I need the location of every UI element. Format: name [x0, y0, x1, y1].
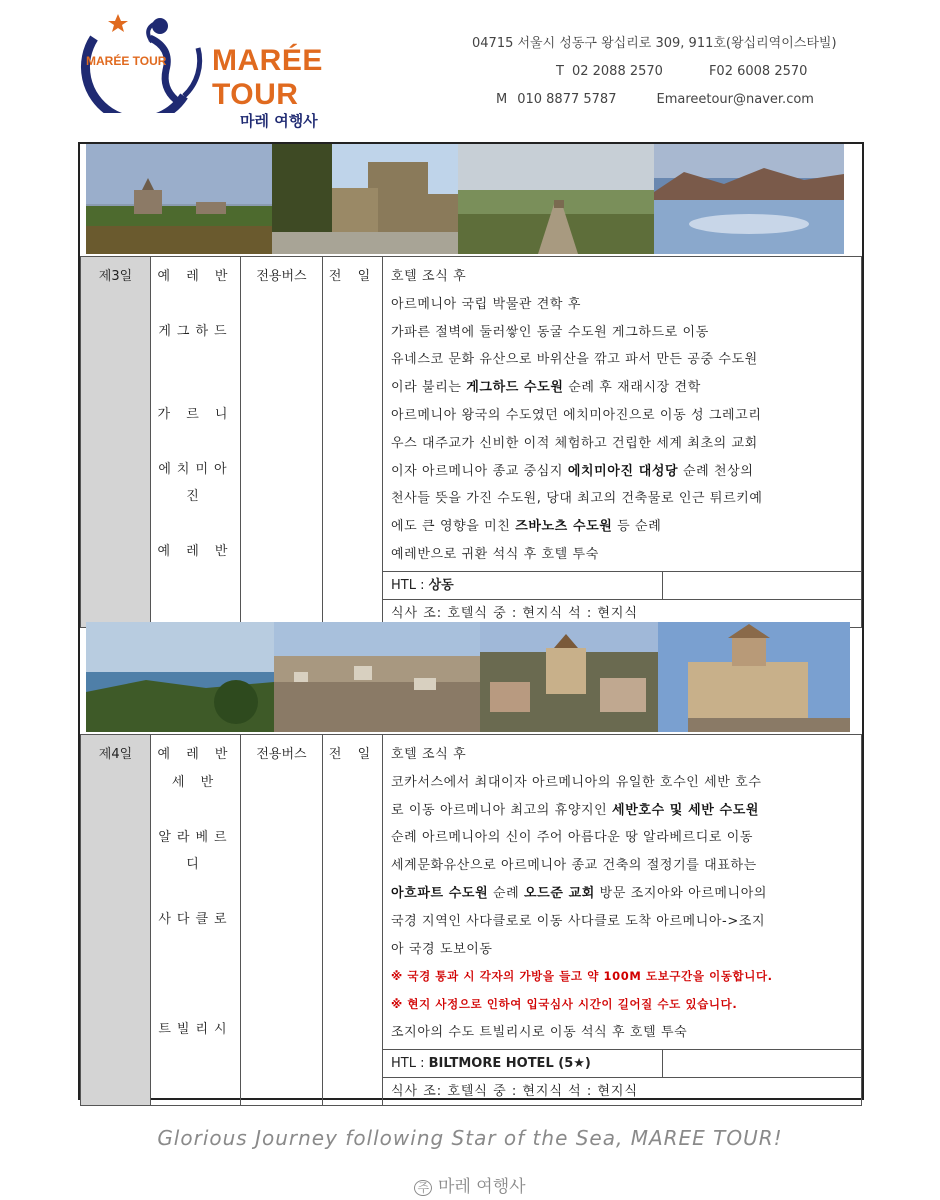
description-line [391, 374, 855, 402]
description-line [391, 991, 855, 1019]
line-text: 순례 [488, 885, 525, 901]
description-line [391, 852, 855, 880]
place-name: 트빌리시 [158, 1022, 233, 1037]
description-line [391, 1019, 855, 1047]
highlight-text: 오드준 교회 [524, 885, 595, 901]
meal-row: 식사 조: 호텔식 중 : 현지식 석 : 현지식 [383, 1077, 861, 1105]
line-text: 아 국경 도보이동 [391, 941, 493, 957]
cathedral-city-photo [480, 622, 658, 732]
tel-number: 02 2088 2570 [571, 64, 663, 79]
place-name: 예 레 반 [157, 747, 234, 762]
footer-slogan: Glorious Journey following Star of the Sea, MAREE TOUR! [157, 1126, 783, 1150]
highlight-text: 즈바노츠 수도원 [515, 519, 613, 535]
hotel-row [383, 571, 861, 599]
place-name: 예 레 반 [157, 544, 234, 559]
line-text: 예레반으로 귀환 석식 후 호텔 투숙 [391, 546, 599, 562]
tel-label: T [556, 64, 564, 79]
contact-info [472, 30, 842, 114]
day-label: 제4일 [81, 735, 151, 1106]
description-line [391, 430, 855, 458]
place-name [151, 963, 240, 991]
description-line [391, 485, 855, 513]
line-text: 조지아의 수도 트빌리시로 이동 석식 후 호텔 투숙 [391, 1024, 688, 1040]
line-text: 국경 지역인 사다클로로 이동 사다클로 도착 아르메니아->조지 [391, 913, 766, 929]
line-text: 호텔 조식 후 [391, 747, 467, 762]
place-name [151, 881, 240, 909]
mobile-number: 010 8877 5787 [517, 92, 617, 107]
photo-strip-day4 [86, 622, 850, 732]
description-line [391, 908, 855, 936]
company-mark: 주 [414, 1180, 432, 1196]
address: 04715 서울시 성동구 왕십리로 309, 911호(왕십리역이스타빌) [472, 36, 837, 51]
day-label: 제3일 [81, 257, 151, 628]
city-panorama-photo [274, 622, 480, 732]
transport: 전용버스 [241, 257, 323, 628]
fax-label: F [708, 64, 717, 79]
description-line [391, 880, 855, 908]
place-name [151, 798, 240, 826]
place-name [151, 293, 240, 321]
fax-number: 02 6008 2570 [716, 64, 808, 79]
line-text: 에도 큰 영향을 미친 [391, 519, 516, 535]
description-line [391, 458, 855, 486]
place-name [151, 375, 240, 403]
place-column [151, 257, 241, 628]
line-text: 순례 천상의 [678, 463, 754, 479]
highlight-text: 아흐파트 수도원 [391, 885, 489, 901]
line-text: 이자 아르메니아 종교 중심지 [391, 463, 568, 479]
fortress-walls-photo [272, 144, 458, 254]
mountain-lake-photo [654, 144, 844, 254]
valley-wall-photo [458, 144, 654, 254]
highlight-text: 세반호수 및 세반 수도원 [612, 802, 760, 818]
company-name: 마레 여행사 [438, 1177, 526, 1197]
description-line [391, 741, 855, 769]
day-4-table [80, 734, 862, 1106]
warning-note: ※ 국경 통과 시 각자의 가방을 들고 약 100M 도보구간을 이동합니다. [391, 969, 773, 984]
line-text: 세계문화유산으로 아르메니아 종교 건축의 절정기를 대표하는 [391, 858, 757, 874]
logo-korean: 마레 여행사 [240, 112, 318, 130]
place-name: 게그하드 [158, 324, 233, 339]
line-text: 순례 후 재래시장 견학 [563, 380, 701, 396]
place-name [151, 513, 240, 541]
highlight-text: 게그하드 수도원 [466, 380, 564, 396]
line-text: 우스 대주교가 신비한 이적 체험하고 건립한 세계 최초의 교회 [391, 435, 758, 451]
email-address[interactable]: mareetour@naver.com [664, 92, 814, 107]
description-line [391, 291, 855, 319]
description-line [391, 963, 855, 991]
description-line [391, 263, 855, 291]
line-text: 등 순례 [612, 519, 662, 535]
highlight-text: 에치미아진 대성당 [567, 463, 679, 479]
line-text: 코카서스에서 최대이자 아르메니아의 유일한 호수인 세반 호수 [391, 774, 762, 790]
time: 전 일 [323, 735, 383, 1106]
mobile-label: M [496, 92, 508, 107]
place-name [151, 430, 240, 458]
line-text: 아르메니아 국립 박물관 견학 후 [391, 296, 581, 312]
place-name: 진 [186, 489, 205, 504]
line-text: 가파른 절벽에 둘러쌓인 동굴 수도원 게그하드로 이동 [391, 324, 709, 340]
line-text: 이라 불리는 [391, 380, 467, 396]
description-line [391, 769, 855, 797]
email-label: E [656, 92, 665, 107]
line-text: 순례 아르메니아의 신이 주어 아름다운 땅 알라베르디로 이동 [391, 830, 754, 846]
description-line [391, 936, 855, 964]
description-cell [383, 257, 862, 628]
description-line [391, 319, 855, 347]
place-name: 디 [186, 857, 205, 872]
place-name [151, 348, 240, 376]
place-name: 알라베르 [158, 829, 233, 845]
company-logo [80, 8, 380, 130]
line-text: 유네스코 문화 유산으로 바위산을 깎고 파서 만든 공중 수도원 [391, 352, 758, 368]
stone-church-photo [658, 622, 850, 732]
line-text: 방문 조지아와 아르메니아의 [594, 885, 768, 901]
itinerary-sheet [78, 142, 864, 1100]
place-name: 예 레 반 [157, 269, 234, 284]
place-name [151, 991, 240, 1019]
place-name: 에치미아 [158, 461, 233, 477]
logo-badge-text: MARÉE TOUR [86, 54, 167, 68]
place-column [151, 735, 241, 1106]
hotel-label: HTL : [391, 577, 429, 593]
place-name: 세 반 [171, 774, 220, 790]
description-lines [383, 735, 861, 1049]
hotel-label: HTL : [391, 1055, 429, 1071]
logo-title: MARÉE TOUR [212, 44, 323, 111]
transport: 전용버스 [241, 735, 323, 1106]
description-line [391, 402, 855, 430]
page-header [0, 0, 940, 130]
hotel-name: BILTMORE HOTEL (5★) [428, 1055, 591, 1071]
line-text: 천사들 뜻을 가진 수도원, 당대 최고의 건축물로 인근 튀르키예 [391, 491, 763, 507]
time: 전 일 [323, 257, 383, 628]
lake-shore-photo [86, 622, 274, 732]
description-line [391, 797, 855, 825]
description-lines [383, 257, 861, 571]
footer-company [0, 1172, 940, 1197]
description-line [391, 824, 855, 852]
place-name: 가 르 니 [157, 406, 234, 422]
hotel-name: 상동 [428, 577, 454, 593]
photo-strip-day3 [86, 144, 844, 254]
description-line [391, 541, 855, 569]
church-on-hill-photo [86, 144, 272, 254]
line-text: 로 이동 아르메니아 최고의 휴양지인 [391, 802, 613, 818]
place-name: 사다클로 [158, 912, 233, 927]
warning-note: ※ 현지 사정으로 인하여 입국심사 시간이 길어질 수도 있습니다. [391, 997, 738, 1012]
place-name [151, 936, 240, 964]
meal-row: 식사 조: 호텔식 중 : 현지식 석 : 현지식 [383, 599, 861, 627]
line-text: 아르메니아 왕국의 수도였던 에치미아진으로 이동 성 그레고리 [391, 407, 762, 423]
hotel-row [383, 1049, 861, 1077]
day-3-table [80, 256, 862, 628]
description-line [391, 346, 855, 374]
description-line [391, 513, 855, 541]
description-cell [383, 735, 862, 1106]
line-text: 호텔 조식 후 [391, 269, 467, 284]
